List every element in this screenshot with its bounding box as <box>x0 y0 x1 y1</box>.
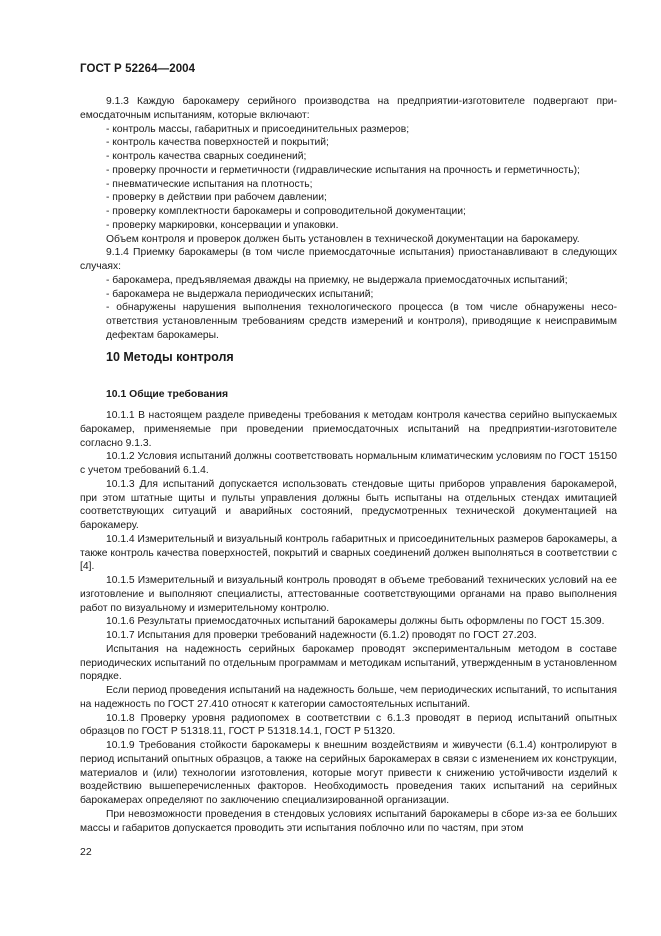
paragraph: 10.1.5 Измерительный и визуальный контроль проводят в объеме требований технических условий на ее изготовление и выполняют специалисты, аттестованные соответствующими органами на право выполнения работ по визуальному и измерительному контролю. <box>80 575 617 614</box>
paragraph: 10.1.7 Испытания для проверки требований надежности (6.1.2) проводят по ГОСТ 27.203. <box>106 630 537 641</box>
list-item: - обнаружены нарушения выполнения технологического процесса (в том числе обнаружены несоответствия установленным требованиям средств измерений и контроля), приводящие к неисправимым дефектам барокамеры. <box>106 302 617 341</box>
paragraph: 9.1.3 Каждую барокамеру серийного производства на предприятии-изготовителе подвергают приемосдаточным испытаниям, которые включают: <box>80 96 617 121</box>
paragraph: 10.1.3 Для испытаний допускается использовать стендовые щиты приборов управления барокамерой, при этом штатные щиты и пульты управления должны быть испытаны на отдельных стендах имитацией соответствующих ситуаций и аварийных состояний, предусмотренных технической документацией на барокамеру. <box>80 478 617 531</box>
clause-9-1-3-block <box>80 95 617 343</box>
paragraph: Объем контроля и проверок должен быть установлен в технической документации на барокамеру. <box>106 233 580 245</box>
list-item: - пневматические испытания на плотность; <box>106 178 313 190</box>
list-item: - проверку в действии при рабочем давлении; <box>106 192 327 204</box>
list-item: - проверку прочности и герметичности (гидравлические испытания на прочность и герметичность); <box>106 164 580 176</box>
document-header: ГОСТ Р 52264—2004 <box>80 63 196 75</box>
paragraph: Если период проведения испытаний на надежность больше, чем периодических испытаний, то испытания на надежность по ГОСТ 27.410 относят к категории самостоятельных испытаний. <box>80 685 617 710</box>
paragraph: 10.1.8 Проверку уровня радиопомех в соответствии с 6.1.3 проводят в период испытаний опытных образцов по ГОСТ Р 51318.11, ГОСТ Р 51318.14.1, ГОСТ Р 51320. <box>80 712 617 738</box>
paragraph: При невозможности проведения в стендовых условиях испытаний барокамеры в сборе из-за ее больших массы и габаритов допускается проводить эти испытания поблочно или по частям, при этом <box>80 808 617 834</box>
paragraph: 9.1.4 Приемку барокамеры (в том числе приемосдаточные испытания) приостанавливают в следующих случаях: <box>80 247 617 272</box>
list-item: - контроль массы, габаритных и присоединительных размеров; <box>106 123 410 135</box>
paragraph: 10.1.6 Результаты приемосдаточных испытаний барокамеры должны быть оформлены по ГОСТ 15.309. <box>106 616 605 628</box>
section-10-1-heading: 10.1 Общие требования <box>106 389 229 400</box>
paragraph: 10.1.9 Требования стойкости барокамеры к внешним воздействиям и живучести (6.1.4) контролируют в период испытаний опытных образцов, а также на серийных барокамерах в связи с изменением их конструкции, материалов и (или) технологии изготовления, которые могут привести к снижению устойчивости изделий к воздействию вышеперечисленных факторов. Необходимость проведения таких испытаний на серийных барокамерах определяют по заключению специализированной организации. <box>80 740 617 806</box>
paragraph: Испытания на надежность серийных барокамер проводят экспериментальным методом в составе периодических испытаний по отдельным программам и методикам испытаний, утвержденным в установленном порядке. <box>80 643 617 683</box>
paragraph: 10.1.4 Измерительный и визуальный контроль габаритных и присоединительных размеров барокамеры, а также контроль качества поверхностей, покрытий и сварных соединений должен выполняться в соответствии с [4]. <box>80 533 617 573</box>
list-item: - контроль качества сварных соединений; <box>106 151 307 162</box>
list-item: - барокамера, предъявляемая дважды на приемку, не выдержала приемосдаточных испытаний; <box>106 274 568 286</box>
paragraph: 10.1.1 В настоящем разделе приведены требования к методам контроля качества серийно выпускаемых барокамер, применяемые при проведении приемосдаточных испытаний на предприятии-изготовителе согласно 9.1.3. <box>80 410 617 449</box>
section-10-1-body <box>80 409 617 835</box>
paragraph: 10.1.2 Условия испытаний должны соответствовать нормальным климатическим условиям по ГОСТ 15150 с учетом требований 6.1.4. <box>80 451 617 476</box>
list-item: - барокамера не выдержала периодических испытаний; <box>106 288 374 300</box>
list-item: - проверку маркировки, консервации и упаковки. <box>106 219 339 231</box>
list-item: - контроль качества поверхностей и покрытий; <box>106 137 329 149</box>
list-item: - проверку комплектности барокамеры и сопроводительной документации; <box>106 206 466 217</box>
page-number: 22 <box>80 846 92 858</box>
section-10-heading: 10 Методы контроля <box>106 350 234 364</box>
